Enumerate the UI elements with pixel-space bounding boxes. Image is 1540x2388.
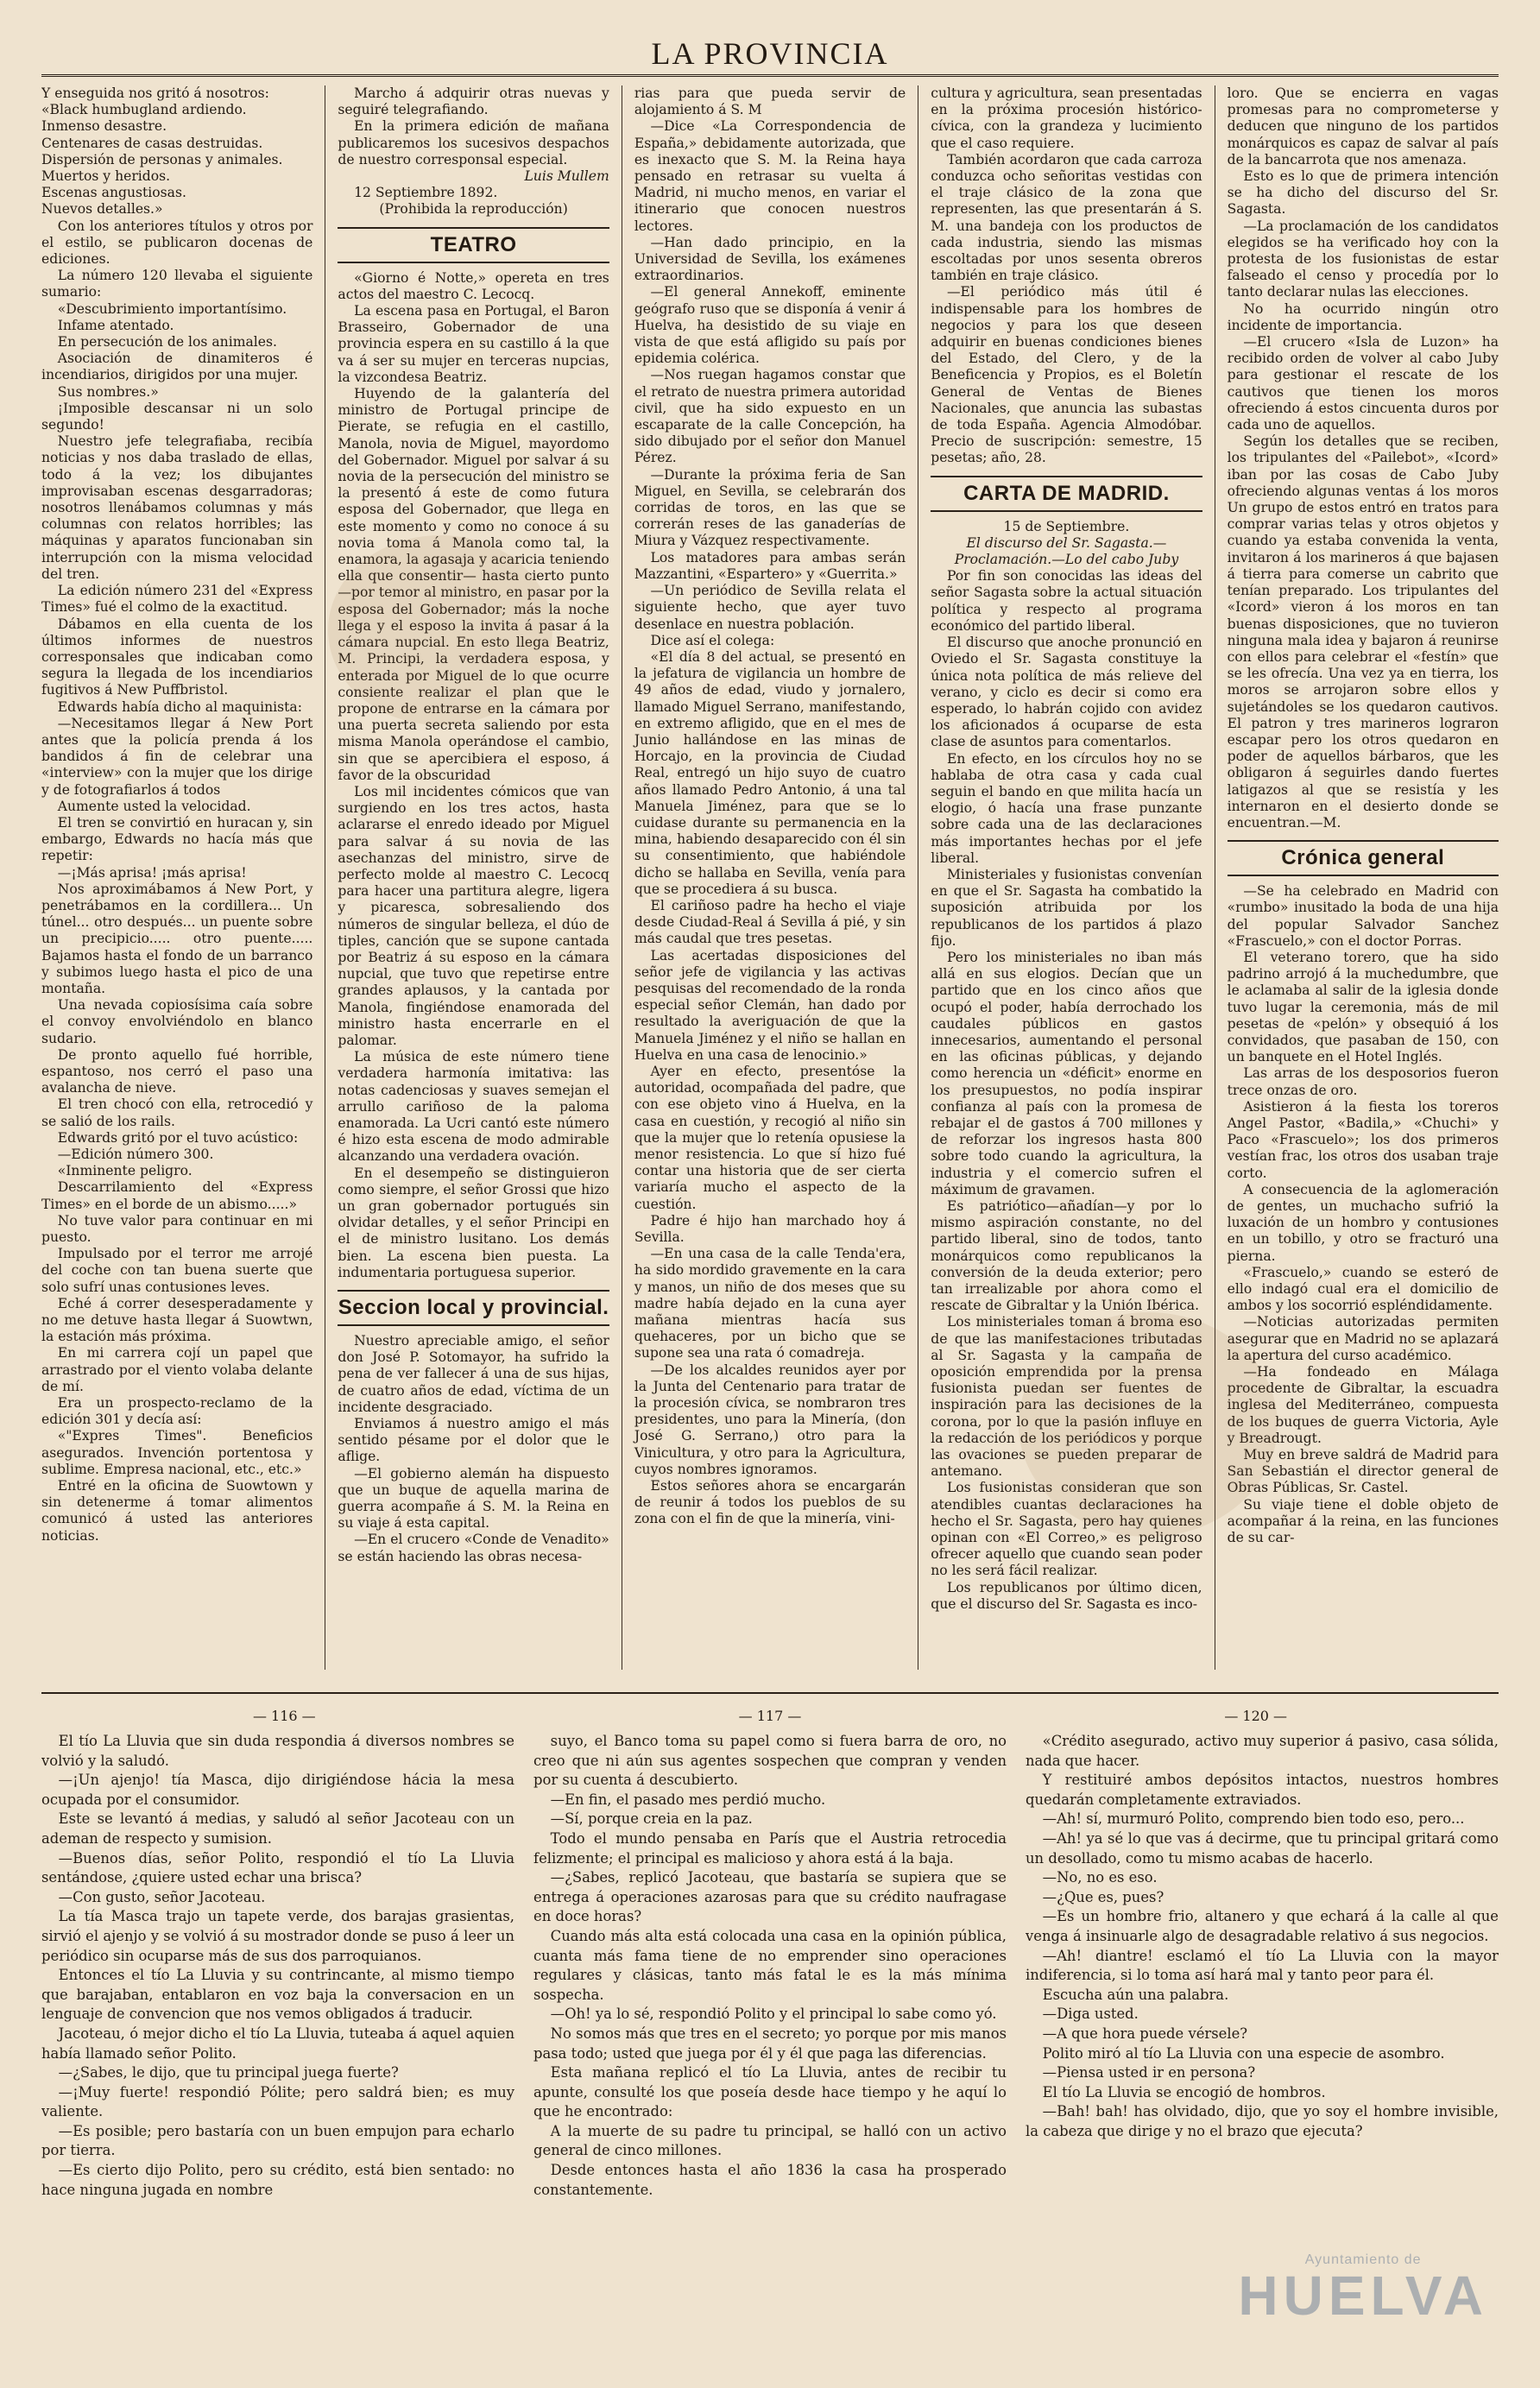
folletin-paragraph: Cuando más alta está colocada una casa en la opinión pública, cuanta más fama tiene de no emprender sino operaciones regulares y clásicas, tanto más fatal le es la más mínima sospecha. [533, 1927, 1007, 2003]
column-1 [41, 85, 325, 1670]
article-paragraph: Los fusionistas consideran que son atendibles cuantas declaraciones ha hecho el Sr. Sagasta, pero hay quienes opinan con «El Correo,» es peligroso ofrecer aquello que cuando sean poder no les será fácil realizar. [931, 1480, 1202, 1579]
article-paragraph: A consecuencia de la aglomeración de gentes, un muchacho sufrió la luxación de un hombro y contusiones en un tobillo, y otro se fracturó una pierna. [1227, 1181, 1499, 1264]
article-paragraph: —Noticias autorizadas permiten asegurar que en Madrid no se aplazará la apertura del curso académico. [1227, 1314, 1499, 1363]
folletin-paragraph: Entonces el tío La Lluvia y su contrincante, al mismo tiempo que barajaban, entablaron en voz baja la conversacion en un lenguaje de convencion que nos vemos obligados á traducir. [41, 1967, 514, 2023]
article-paragraph: —Durante la próxima feria de San Miguel, en Sevilla, se celebrarán dos corridas de toros, en las que se correrán reses de las ganaderías de Miura y Vázquez respectivamente. [634, 466, 906, 549]
main-columns [41, 85, 1499, 1670]
article-paragraph: loro. Que se encierra en vagas promesas para no comprometerse y deducen que ninguno de los partidos monárquicos es capaz de salvar al país de la bancarrota que nos amenaza. [1227, 85, 1499, 167]
article-paragraph: 15 de Septiembre. [1003, 518, 1130, 534]
folletin-paragraph: Esta mañana replicó el tío La Lluvia, antes de recibir tu apunte, consulté los que poseía desde hace tiempo y he aquí lo que he encontrado: [533, 2064, 1007, 2120]
article-paragraph: En la primera edición de mañana publicaremos los sucesivos despachos de nuestro corresponsal especial. [338, 118, 609, 167]
article-paragraph: Ayer en efecto, presentóse la autoridad, ocompañada del padre, que con ese objeto vino á Huelva, en la casa en cuestión, y recogió al niño sin que la mujer que lo retenía opusiese la menor resistencia. Lo que sí hizo fué contar una historia que de ser cierta variaría mucho el aspecto de la cuestión. [634, 1063, 906, 1212]
folletin-paragraph: —Buenos días, señor Polito, respondió el tío La Lluvia sentándose, ¿quiere usted echar una brisca? [41, 1849, 514, 1886]
article-paragraph: —¡Más aprisa! ¡más aprisa! [57, 864, 247, 881]
article-paragraph: Inmenso desastre. [41, 118, 167, 135]
folletin-column-2 [533, 1732, 1007, 2388]
article-paragraph: Nuevos detalles.» [41, 201, 163, 218]
article-paragraph: Entré en la oficina de Suowtown y sin detenerme á tomar alimentos comunicó á usted las anteriores noticias. [41, 1478, 313, 1544]
article-paragraph: Dice así el colega: [650, 632, 775, 648]
folletin-paragraph: Polito miró al tío La Lluvia con una especie de asombro. [1042, 2044, 1445, 2062]
folio-120: — 120 — [1224, 1708, 1288, 1724]
article-paragraph: Marcho á adquirir otras nuevas y seguiré telegrafiando. [338, 85, 609, 118]
folletin-paragraph: —A que hora puede vérsele? [1042, 2025, 1248, 2042]
article-paragraph: ¡Imposible descansar ni un solo segundo! [41, 400, 313, 433]
folio-116: — 116 — [252, 1708, 316, 1724]
article-paragraph: La escena pasa en Portugal, el Baron Brasseiro, Gobernador de una provincia espera en su castillo á la que va á ser su mujer en terceras nupcias, la vizcondesa Beatriz. [338, 303, 609, 385]
article-paragraph: En el desempeño se distinguieron como siempre, el señor Grossi que hizo un gran gobernador portugués sin olvidar detalles, y el señor Principi en el de ministro lusitano. Los demás bien. La escena bien puesta. La indumentaria portuguesa superior. [338, 1165, 609, 1280]
article-paragraph: Los matadores para ambas serán Mazzantini, «Espartero» y «Guerrita.» [634, 549, 906, 582]
folletin-paragraph: «Crédito asegurado, activo muy superior á pasivo, casa sólida, nada que hacer. [1026, 1733, 1499, 1769]
article-paragraph: Muertos y heridos. [41, 168, 171, 185]
article-paragraph: Nuestro apreciable amigo, el señor don José P. Sotomayor, ha sufrido la pena de ver fallecer á una de sus hijas, de cuatro años de edad, víctima de un incidente desgraciado. [338, 1333, 609, 1415]
article-paragraph: Asociación de dinamiteros é incendiarios, dirigidos por una mujer. [41, 351, 313, 383]
article-paragraph: —En una casa de la calle Tenda'era, ha sido mordido gravemente en la cara y manos, un niño de dos meses que su madre había dejado en la cuna ayer mañana mientras hacía sus quehaceres, por un bicho que se supone sea una rata ó comadreja. [634, 1246, 906, 1361]
article-paragraph: «Frascuelo,» cuando se esteró de ello indagó cual era el domicilio de ambos y los socorrió espléndidamente. [1227, 1264, 1499, 1314]
folletin-paragraph: —Piensa usted ir en persona? [1042, 2064, 1256, 2082]
article-paragraph: rias para que pueda servir de alojamiento á S. M [634, 85, 906, 118]
article-paragraph: —El periódico más útil é indispensable para los hombres de negocios y para los que deseen adquirir en buenas condiciones bienes del Estado, del Clero, y de la Beneficencia y Propios, es el Boletín General de Ventas de Bienes Nacionales, que anuncia las subastas de toda España. Agencia Almodóbar. Precio de suscripción: semestre, 15 pesetas; año, 28. [931, 284, 1202, 466]
article-paragraph: El veterano torero, que ha sido padrino arrojó á la muchedumbre, que le aclamaba al salir de la iglesia donde tuvo lugar la ceremonia, más de mil pesetas de «pelón» y obsequió á los convidados, que pasaban de 150, con un banquete en el Hotel Inglés. [1227, 949, 1499, 1065]
article-paragraph: Estos señores ahora se encargarán de reunir á todos los pueblos de su zona con el fin de que la minería, vini- [634, 1478, 906, 1527]
article-paragraph: —En el crucero «Conde de Venadito» se están haciendo las obras necesa- [338, 1532, 609, 1564]
article-paragraph: Las acertadas disposiciones del señor jefe de vigilancia y las activas pesquisas del recomendado de la ronda especial señor Clemán, han dado por resultado la averiguación de que la Manuela Jiménez y el niño se hallan en Huelva en una casa de lenocinio.» [634, 947, 906, 1063]
article-paragraph: Nos aproximábamos á New Port, y penetrábamos en la cordillera... Un túnel... otro después... un puente sobre un precipicio..... otro puente..... Bajamos hasta el fondo de un barranco y subimos luego hasta el pico de una montaña. [41, 881, 313, 996]
folletin-paragraph: El tío La Lluvia que sin duda respondia á diversos nombres se volvió y la saludó. [41, 1733, 514, 1769]
article-paragraph: —El general Annekoff, eminente geógrafo ruso que se disponía á venir á Huelva, ha desistido de su viaje en vista de que está afligido su país por epidemia colérica. [634, 284, 906, 367]
article-paragraph: De pronto aquello fué horrible, espantoso, nos cerró el paso una avalancha de nieve. [41, 1046, 313, 1096]
article-paragraph: Esto es lo que de primera intención se ha dicho del discurso del Sr. Sagasta. [1227, 168, 1499, 218]
article-paragraph: Es patriótico—añadían—y por lo mismo aspiración constante, no del partido liberal, sino de todos, tanto monárquicos como republicanos la conversión de la deuda exterior; pero tan irrealizable por ahora como el rescate de Gibraltar y la Unión Ibérica. [931, 1198, 1202, 1314]
folio-117: — 117 — [738, 1708, 802, 1724]
folletin-paragraph: —Ah! diantre! esclamó el tío La Lluvia con la mayor indiferencia, si lo toma así hará mal y tanto peor para él. [1026, 1947, 1499, 1984]
folletin-paragraph: —¿Sabes, replicó Jacoteau, que bastaría se supiera que se entrega á operaciones azarosas para que su crédito naufragase en doce horas? [533, 1869, 1007, 1925]
article-paragraph: —Dice «La Correspondencia de España,» debidamente autorizada, que es inexacto que S. M. la Reina haya pensado en retrasar su vuelta á Madrid, ni mucho menos, en variar el itinerario que conocen nuestros lectores. [634, 118, 906, 234]
article-paragraph: Luis Mullem [524, 168, 609, 185]
article-paragraph: Con los anteriores títulos y otros por el estilo, se publicaron docenas de ediciones. [41, 218, 313, 268]
article-paragraph: Por fin son conocidas las ideas del señor Sagasta sobre la actual situación política y respecto al programa económico del partido liberal. [931, 568, 1202, 634]
article-paragraph: «El día 8 del actual, se presentó en la jefatura de vigilancia un hombre de 49 años de edad, viudo y jornalero, llamado Miguel Serrano, manifestando, en extremo afligido, que en el mes de Junio hallándose en las minas de Horcajo, en la provincia de Ciudad Real, entregó un hijo suyo de cuatro años llamado Pedro Antonio, á una tal Manuela Jiménez, para que se lo cuidase durante su permanencia en la mina, habiendo desaparecido con él sin su consentimiento, que habiéndole dicho se hallaba en Sevilla, venía para que se procediera á su busca. [634, 648, 906, 897]
folletin-paragraph: A la muerte de su padre tu principal, se halló con un activo general de cinco millones. [533, 2122, 1007, 2159]
folletin-paragraph: —Bah! bah! has olvidado, dijo, que yo soy el hombre invisible, la cabeza que dirige y no el brazo que ejecuta? [1026, 2103, 1499, 2139]
article-paragraph: —Ha fondeado en Málaga procedente de Gibraltar, la escuadra inglesa del Mediterráneo, compuesta de los buques de guerra Victoria, Ayle y Breadrougt. [1227, 1364, 1499, 1446]
article-paragraph: «"Expres Times". Beneficios asegurados. Invención portentosa y sublime. Empresa nacional, etc., etc.» [41, 1428, 313, 1477]
article-paragraph: El discurso que anoche pronunció en Oviedo el Sr. Sagasta constituye la única nota política de más relieve del verano, y ciclo es decir si como era esperado, lo habrán cojido con avidez los aficionados á ocuparse de esta clase de asuntos para comentarlos. [931, 635, 1202, 750]
article-paragraph: Sus nombres.» [57, 383, 159, 400]
article-paragraph: Centenares de casas destruidas. [41, 135, 263, 151]
article-paragraph: —Se ha celebrado en Madrid con «rumbo» inusitado la boda de una hija del popular Salvador Sanchez «Frascuelo,» con el doctor Porras. [1227, 883, 1499, 949]
section-divider [41, 1692, 1499, 1694]
column-2 [325, 85, 621, 1670]
article-paragraph: Huyendo de la galantería del ministro de Portugal principe de Pierate, se refugia en el castillo, Manola, novia de Miguel, mayordomo del Gobernador. Miguel por salvar á su novia de la persecución del ministro se la presentó á este de como futura esposa del Gobernador, que llega en este momento y como no conoce á su novia toma á Manola como tal, la enamora, la agasaja y acaricia teniendo ella que consentir— hasta cierto punto—por temor al ministro, en pasar por la esposa del Gobernador; más la noche llega y el esposo la invita á pasar á la cámara nupcial. En esto llega Beatriz, M. Principi, la verdadera esposa, y enterada por Miguel de lo que ocurre consiente realizar el plan que le propone de entrarse en la cámara por una puerta secreta saliendo por esta misma Manola operándose el cambio, sin que se apercibiera el esposo, á favor de la obscuridad [338, 386, 609, 783]
article-paragraph: Una nevada copiosísima caía sobre el convoy envolviéndolo en blanco sudario. [41, 997, 313, 1046]
folletin-paragraph: El tío La Lluvia se encogió de hombros. [1042, 2083, 1326, 2101]
folletin-paragraph: —¡Muy fuerte! respondió Pólite; pero saldrá bien; es muy valiente. [41, 2083, 514, 2120]
article-paragraph: Su viaje tiene el doble objeto de acompañar á la reina, en las funciones de su car- [1227, 1496, 1499, 1546]
article-paragraph: Los republicanos por último dicen, que el discurso del Sr. Sagasta es inco- [931, 1579, 1202, 1612]
folletin-paragraph: —Con gusto, señor Jacoteau. [58, 1888, 266, 1905]
article-paragraph: Impulsado por el terror me arrojé del coche con tan buena suerte que solo sufrí unas contusiones leves. [41, 1246, 313, 1295]
folletin-paragraph: —¿Sabes, le dijo, que tu principal juega fuerte? [58, 2064, 399, 2082]
article-paragraph: Las arras de los desposorios fueron trece onzas de oro. [1227, 1065, 1499, 1098]
folletin-paragraph: —Es un hombre frio, altanero y que echará á la calle al que venga á insinuarle algo de desagradable relativo á sus negocios. [1026, 1908, 1499, 1944]
folletin-paragraph: —¡Un ajenjo! tía Masca, dijo dirigiéndose hácia la mesa ocupada por el consumidor. [41, 1772, 514, 1808]
article-paragraph: Ministeriales y fusionistas convenían en que el Sr. Sagasta ha combatido la suposición atribuida por los republicanos de los partidos á plazo fijo. [931, 866, 1202, 949]
article-paragraph: La número 120 llevaba el siguiente sumario: [41, 268, 313, 300]
section-heading: Seccion local y provincial. [338, 1290, 609, 1326]
article-paragraph: Escenas angustiosas. [41, 185, 186, 201]
section-heading: Crónica general [1228, 840, 1499, 876]
folletin-paragraph: Escucha aún una palabra. [1042, 1986, 1229, 2003]
folletin-paragraph: —Sí, porque creia en la paz. [550, 1810, 753, 1828]
masthead: LA PROVINCIA [651, 36, 889, 71]
article-paragraph: Y enseguida nos gritó á nosotros: [41, 85, 269, 101]
article-paragraph: Infame atentado. [57, 317, 174, 333]
article-paragraph: (Prohibida la reproducción) [379, 201, 568, 218]
folletin-paragraph: —Es posible; pero bastaría con un buen empujon para echarlo por tierra. [41, 2122, 514, 2159]
article-paragraph: «Descubrimiento importantísimo. [57, 300, 287, 317]
article-paragraph: —El crucero «Isla de Luzon» ha recibido orden de volver al cabo Juby para gestionar el rescate de los cautivos que tienen los moros ofreciendo á estos cincuenta duros por cada uno de aquellos. [1227, 334, 1499, 433]
article-paragraph: Los mil incidentes cómicos que van surgiendo en los tres actos, hasta aclararse el enredo ideado por Miguel para salvar á su novia de las asechanzas del ministro, sirve de perfecto molde al maestro C. Lecocq para hacer una partitura alegre, ligera y picaresca, sobresaliendo dos números de singular belleza, el dúo de tiples, canción que se supone cantada por Beatriz á su esposo en la cámara nupcial, que tuvo que repetirse entre grandes aplausos, y la cantada por Manola, fingiéndose enamorada del ministro hasta encerrarle en el palomar. [338, 783, 609, 1048]
folletin-paragraph: Y restituiré ambos depósitos intactos, nuestros hombres quedarán completamente extraviados. [1026, 1772, 1499, 1808]
article-paragraph: El discurso del Sr. Sagasta.—Proclamación.—Lo del cabo Juby [954, 534, 1179, 568]
article-paragraph: Padre é hijo han marchado hoy á Sevilla. [634, 1212, 906, 1246]
folletin-paragraph: Este se levantó á medias, y saludó al señor Jacoteau con un ademan de respecto y sumision. [41, 1810, 514, 1847]
article-paragraph: «Inminente peligro. [57, 1163, 192, 1179]
article-paragraph: Muy en breve saldrá de Madrid para San Sebastián el director general de Obras Públicas, Sr. Castel. [1227, 1447, 1499, 1496]
article-paragraph: No tuve valor para continuar en mi puesto. [41, 1212, 313, 1246]
article-paragraph: 12 Septiembre 1892. [354, 185, 498, 201]
article-paragraph: Dispersión de personas y animales. [41, 151, 283, 167]
article-paragraph: Asistieron á la fiesta los toreros Angel Pastor, «Badila,» «Chuchi» y Paco «Frascuelo»; los dos primeros vestían frac, los otros dos usaban traje corto. [1227, 1098, 1499, 1181]
article-paragraph: —El gobierno alemán ha dispuesto que un buque de aquella marina de guerra acompañe á S. M. la Reina en su viaje á esta capital. [338, 1465, 609, 1532]
folletin-paragraph: —En fin, el pasado mes perdió mucho. [550, 1791, 826, 1808]
paper-stain [1019, 1312, 1278, 1537]
article-paragraph: El cariñoso padre ha hecho el viaje desde Ciudad-Real á Sevilla á pié, y sin más caudal que tres pesetas. [634, 897, 906, 947]
article-paragraph: Edwards gritó por el tuvo acústico: [57, 1129, 299, 1146]
article-paragraph: «Giorno é Notte,» opereta en tres actos del maestro C. Lecocq. [338, 269, 609, 302]
article-paragraph: Era un prospecto-reclamo de la edición 301 y decía así: [41, 1395, 313, 1428]
folletin-paragraph: —Ah! sí, murmuró Polito, comprendo bien todo eso, pero... [1042, 1810, 1465, 1828]
folletin-paragraph: —No, no es eso. [1042, 1869, 1158, 1886]
folletin-paragraph: —Ah! ya sé lo que vas á decirme, que tu principal gritará como un desollado, como tu mismo acabas de hacerlo. [1026, 1829, 1499, 1867]
article-paragraph: En efecto, en los círculos hoy no se hablaba de otra casa y cada cual seguin el bando en que milita hacía un elogio, ó hacía una frase punzante sobre cada una de las declaraciones más importantes hechas por el jefe liberal. [931, 750, 1202, 866]
article-paragraph: El tren se convirtió en huracan y, sin embargo, Edwards no hacía más que repetir: [41, 814, 313, 864]
folio-bar [41, 1708, 1499, 1732]
article-paragraph: Descarrilamiento del «Express Times» en el borde de un abismo.....» [41, 1179, 313, 1212]
article-paragraph: Nuestro jefe telegrafiaba, recibía noticias y nos daba traslado de ellas, todo á la vez; los dibujantes improvisaban escenas desgarradoras; nosotros llenábamos columnas y más columnas con relatos horribles; las máquinas y aparatos funcionaban sin interrupción con la misma velocidad del tren. [41, 433, 313, 582]
article-paragraph: La edición número 231 del «Express Times» fué el colmo de la exactitud. [41, 583, 313, 616]
section-heading: TEATRO [338, 227, 609, 263]
article-paragraph: Dábamos en ella cuenta de los últimos informes de nuestros corresponsales que indicaban como segura la llegada de los incendiarios fugitivos á New Puffbristol. [41, 616, 313, 698]
article-paragraph: Edwards había dicho al maquinista: [57, 698, 302, 715]
folletin-paragraph: Jacoteau, ó mejor dicho el tío La Lluvia, tuteaba á aquel aquien había llamado señor Polito. [41, 2025, 514, 2062]
article-paragraph: —Necesitamos llegar á New Port antes que la policía prenda á los bandidos á fin de celebrar una «interview» con la mujer que los dirige y de fotografiarlos á todos [41, 715, 313, 798]
watermark-big: HUELVA [1238, 2265, 1488, 2327]
folletin-paragraph: Desde entonces hasta el año 1836 la casa ha prosperado constantemente. [533, 2162, 1007, 2198]
article-paragraph: La música de este número tiene verdadera harmonía imitativa: las notas cadenciosas y suaves semejan el arrullo cariñoso de la paloma enamorada. La Ucri cantó este número é hizo esta escena de modo admirable alcanzando una verdadera ovación. [338, 1049, 609, 1165]
folletin-paragraph: La tía Masca trajo un tapete verde, dos barajas grasientas, sirvió el ajenjo y se volvió á su mostrador donde se puso á leer un periódico sin ocuparse más de sus dos parroquianos. [41, 1908, 514, 1964]
article-paragraph: —Han dado principio, en la Universidad de Sevilla, los exámenes extraordinarios. [634, 234, 906, 284]
folletin-paragraph: —Oh! ya lo sé, respondió Polito y el principal lo sabe como yó. [550, 2006, 997, 2023]
folletin-paragraph: —Diga usted. [1042, 2006, 1139, 2023]
article-paragraph: En persecución de los animales. [57, 334, 277, 351]
article-paragraph: Enviamos á nuestro amigo el más sentido pésame por el dolor que le aflige. [338, 1416, 609, 1465]
article-paragraph: —Un periódico de Sevilla relata el siguiente hecho, que ayer tuvo desenlace en nuestra población. [634, 583, 906, 632]
article-paragraph: Según los detalles que se reciben, los tripulantes del «Pailebot», «Icord» iban por las cosas de Cabo Juby ofreciendo algunas ventas á los moros Un grupo de estos entró en tratos para comprar varias telas y otros objetos y cuando ya estaba convenida la venta, invitaron á los marineros á que bajasen á tierra para comerse un cabrito que tenían preparado. Los tripulantes del «Icord» vieron á los moros en tan buenas disposiciones, que no tuvieron ninguna mala idea y bajaron á reunirse con ellos para celebrar el «festín» que se les ofrecía. Una vez ya en tierra, los moros se arrojaron sobre ellos y sujetándoles se los quedaron cautivos. El patron y tres marineros lograron escapar pero los otros quedaron en poder de aquellos bárbaros, que les obligaron á seguirles dando fuertes latigazos al que se resistía y les internaron en el desierto donde se encuentran.—M. [1227, 433, 1499, 831]
article-paragraph: Eché á correr desesperadamente y no me detuve hasta llegar á Suowtwn, la estación más próxima. [41, 1295, 313, 1345]
article-paragraph: —La proclamación de los candidatos elegidos se ha verificado hoy con la protesta de los fusionistas de estar falseado el censo y procedía por lo tanto declarar nulas las elecciones. [1227, 218, 1499, 300]
folletin-paragraph: Todo el mundo pensaba en París que el Austria retrocedia felizmente; el principal es malicioso y ahora está á la baja. [533, 1829, 1007, 1867]
article-paragraph: Aumente usted la velocidad. [57, 798, 251, 814]
article-paragraph: También acordaron que cada carroza conduzca ocho señoritas vestidas con el traje clásico de la zona que representen, las que presentarán á S. M. una bandeja con los productos de cada industria, siendo las mismas escoltadas por unos sesenta obreros también en traje clásico. [931, 151, 1202, 284]
paper-stain [328, 535, 552, 725]
article-paragraph: —De los alcaldes reunidos ayer por la Junta del Centenario para tratar de la procesión cívica, se nombraron tres presidentes, uno para la Minería, (don José G. Serrano,) otro para la Vinicultura, y otro para la Agricultura, cuyos nombres ignoramos. [634, 1361, 906, 1477]
folletin-paragraph: suyo, el Banco toma su papel como si fuera barra de oro, no creo que ni aún sus agentes sospechen que compran y venden por su cuenta á descubierto. [533, 1733, 1007, 1789]
watermark-small: Ayuntamiento de [1304, 2252, 1422, 2267]
article-paragraph: «Black humbugland ardiendo. [41, 102, 247, 118]
archive-watermark [1238, 2252, 1488, 2327]
folletin-paragraph: No somos más que tres en el secreto; yo porque por mis manos pasa todo; usted que juega por él y él que paga las diferencias. [533, 2025, 1007, 2062]
article-paragraph: cultura y agricultura, sean presentadas en la próxima procesión histórico-cívica, con la grandeza y lucimiento que el caso requiere. [931, 85, 1202, 151]
column-3 [622, 85, 918, 1670]
article-paragraph: Los ministeriales toman á broma eso de que las manifestaciones tributadas al Sr. Sagasta y la campaña de oposición emprendida por la prensa fusionista puedan ser fuentes de inspiración para las decisiones de la corona, por lo que la pasión influye en la redacción de los periódicos y porque las ovaciones se pueden preparar de antemano. [931, 1314, 1202, 1480]
article-paragraph: No ha ocurrido ningún otro incidente de importancia. [1227, 300, 1499, 333]
masthead-rule [41, 74, 1499, 77]
folletin-paragraph: —Es cierto dijo Polito, pero su crédito, está bien sentado: no hace ninguna jugada en nombre [41, 2162, 514, 2198]
article-paragraph: Pero los ministeriales no iban más allá en sus elogios. Decían que un partido que en los cinco años que ocupó el poder, había derrochado los caudales públicos en gastos innecesarios, aumentando el personal en las oficinas públicas, y dejando como herencia un «déficit» enorme en los presupuestos, no podía inspirar confianza al país con la promesa de rebajar el de gastos á 700 millones y de reforzar los ingresos hasta 800 sobre todo cuando la agricultura, la industria y el comercio sufren el máximum de gravamen. [931, 949, 1202, 1197]
article-paragraph: El tren chocó con ella, retrocedió y se salió de los rails. [41, 1096, 313, 1129]
section-heading: CARTA DE MADRID. [931, 476, 1202, 512]
article-paragraph: En mi carrera cojí un papel que arrastrado por el viento volaba delante de mí. [41, 1345, 313, 1394]
article-paragraph: —Nos ruegan hagamos constar que el retrato de nuestra primera autoridad civil, que ha sido expuesto en un escaparate de la calle Concepción, ha sido dibujado por el señor don Manuel Pérez. [634, 367, 906, 466]
article-paragraph: —Edición número 300. [57, 1147, 214, 1162]
folletin-column-1 [41, 1732, 514, 2388]
folletin-paragraph: —¿Que es, pues? [1042, 1888, 1164, 1905]
